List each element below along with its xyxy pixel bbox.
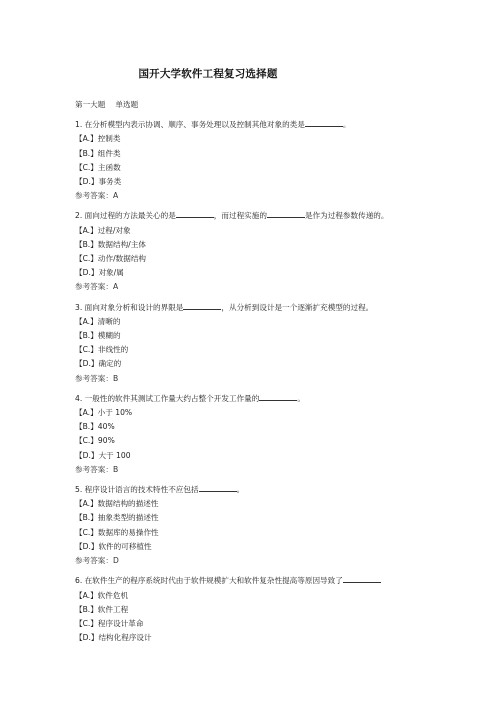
question-3 xyxy=(75,301,455,386)
option-b: 【B.】软件工程 xyxy=(75,604,129,614)
option-b: 【B.】模糊的 xyxy=(75,331,121,341)
answer-blank xyxy=(267,209,305,218)
option-a: 【A.】过程/对象 xyxy=(75,225,131,235)
question-2 xyxy=(75,209,455,294)
stem-text: ，而过程实施的 xyxy=(213,211,267,221)
stem-text: 4. 一般性的软件其测试工作量大约占整个开发工作量的 xyxy=(75,393,260,403)
answer-value: D xyxy=(112,556,119,566)
answer-value: A xyxy=(112,282,119,292)
option-b: 【B.】抽象类型的描述性 xyxy=(75,513,159,523)
stem-text: 6. 在软件生产的程序系统时代由于软件规模扩大和软件复杂性提高等原因导致了 xyxy=(75,576,343,586)
reference-answer xyxy=(75,280,455,294)
option-a: 【A.】控制类 xyxy=(75,134,121,144)
option-c: 【C.】数据库的易操作性 xyxy=(75,527,159,537)
answer-blank xyxy=(176,209,214,218)
answer-value: B xyxy=(112,464,119,474)
stem-text: 。 xyxy=(342,120,351,130)
answer-label: 参考答案： xyxy=(75,464,113,474)
option-a: 【A.】小于 10% xyxy=(75,408,133,418)
option-c: 【C.】动作/数据结构 xyxy=(75,254,147,264)
option-c: 【C.】非线性的 xyxy=(75,345,129,355)
reference-answer xyxy=(75,372,455,386)
option-d: 【D.】大于 100 xyxy=(75,450,131,460)
question-stem xyxy=(75,392,455,406)
option-c: 【C.】90% xyxy=(75,436,115,446)
answer-value: B xyxy=(112,373,119,383)
option-a: 【A.】数据结构的描述性 xyxy=(75,499,159,509)
question-1 xyxy=(75,118,455,203)
option-b: 【B.】数据结构/主体 xyxy=(75,239,146,249)
option-a: 【A.】软件危机 xyxy=(75,590,129,600)
question-stem xyxy=(75,118,455,132)
question-4 xyxy=(75,392,455,477)
answer-label: 参考答案： xyxy=(75,556,113,566)
stem-text: 5. 程序设计语言的技术特性不应包括 xyxy=(75,485,199,495)
answer-value: A xyxy=(112,191,119,201)
answer-blank xyxy=(343,574,381,583)
question-6 xyxy=(75,574,455,645)
option-b: 【B.】组件类 xyxy=(75,148,121,158)
stem-text: 3. 面向对象分析和设计的界限是 xyxy=(75,302,184,312)
stem-text: ，从分析到设计是一个逐渐扩充模型的过程。 xyxy=(221,302,374,312)
reference-answer xyxy=(75,463,455,477)
option-b: 【B.】40% xyxy=(75,422,115,432)
question-stem xyxy=(75,209,455,223)
stem-text: 是作为过程参数传递的。 xyxy=(304,211,389,221)
question-5 xyxy=(75,483,455,568)
answer-label: 参考答案： xyxy=(75,191,113,201)
document-content xyxy=(75,98,455,645)
option-c: 【C.】主函数 xyxy=(75,162,121,172)
answer-blank xyxy=(259,392,297,401)
option-d: 【D.】事务类 xyxy=(75,177,122,187)
option-d: 【D.】对象/属 xyxy=(75,268,124,278)
option-d: 【D.】确定的 xyxy=(75,359,122,369)
stem-text: 。 xyxy=(236,485,245,495)
answer-label: 参考答案： xyxy=(75,282,113,292)
answer-blank xyxy=(183,301,221,310)
answer-blank xyxy=(305,118,343,127)
question-stem xyxy=(75,483,455,497)
section-heading: 第一大题 单选题 xyxy=(75,100,139,109)
question-stem xyxy=(75,574,455,588)
option-d: 【D.】结构化程序设计 xyxy=(75,633,152,643)
stem-text: 1. 在分析模型内表示协调、顺序、事务处理以及控制其他对象的类是 xyxy=(75,120,305,130)
reference-answer xyxy=(75,189,455,203)
option-c: 【C.】程序设计革命 xyxy=(75,618,144,628)
question-stem xyxy=(75,301,455,315)
stem-text: 2. 面向过程的方法最关心的是 xyxy=(75,211,176,221)
answer-blank xyxy=(199,483,237,492)
reference-answer xyxy=(75,554,455,568)
stem-text: 。 xyxy=(297,393,305,403)
answer-label: 参考答案： xyxy=(75,373,113,383)
page-title: 国开大学软件工程复习选择题 xyxy=(138,68,278,80)
option-d: 【D.】软件的可移植性 xyxy=(75,541,152,551)
option-a: 【A.】清晰的 xyxy=(75,316,121,326)
